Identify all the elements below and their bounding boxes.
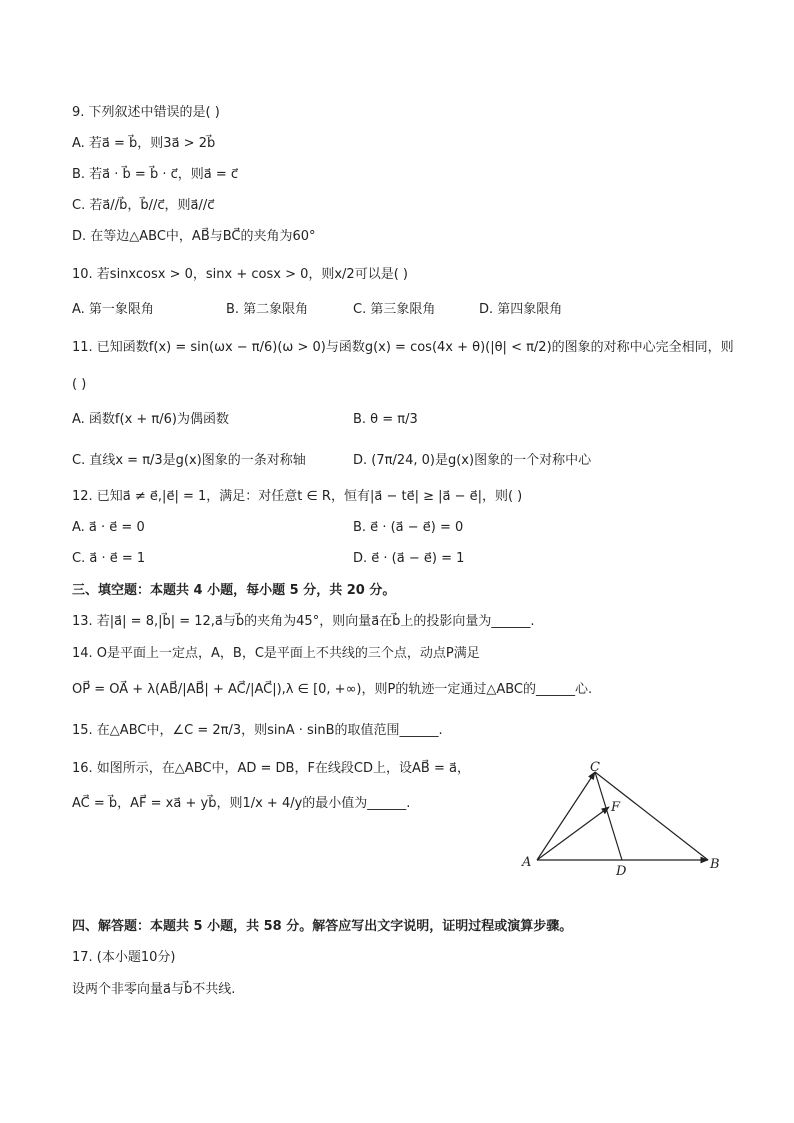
q17-text: 设两个非零向量a⃗与b⃗不共线. bbox=[72, 982, 236, 997]
q10-choice-a: A. 第一象限角 bbox=[72, 302, 154, 317]
label-a: A bbox=[522, 855, 532, 870]
segment-cb bbox=[595, 772, 708, 860]
label-c: C bbox=[590, 760, 600, 775]
label-f: F bbox=[611, 800, 621, 815]
q10-choice-d: D. 第四象限角 bbox=[479, 302, 563, 317]
q17-title: 17. (本小题10分) bbox=[72, 950, 176, 965]
q12-choice-d: D. e⃗ · (a⃗ − e⃗) = 1 bbox=[353, 551, 465, 566]
label-b: B bbox=[710, 857, 720, 872]
label-d: D bbox=[616, 864, 627, 879]
q10-choice-c: C. 第三象限角 bbox=[353, 302, 436, 317]
q11-choice-d: D. (7π/24, 0)是g(x)图象的一个对称中心 bbox=[353, 453, 592, 468]
q9-choice-a: A. 若a⃗ = b⃗，则3a⃗ > 2b⃗ bbox=[72, 136, 216, 151]
q11-choice-c: C. 直线x = π/3是g(x)图象的一条对称轴 bbox=[72, 453, 306, 468]
q10-choice-b: B. 第二象限角 bbox=[226, 302, 309, 317]
q11-choice-a: A. 函数f(x + π/6)为偶函数 bbox=[72, 412, 229, 427]
q16-line2: AC⃗ = b⃗，AF⃗ = xa⃗ + yb⃗，则1/x + 4/y的最小值为______. bbox=[72, 796, 411, 811]
q9-choice-c: C. 若a⃗//b⃗，b⃗//c⃗，则a⃗//c⃗ bbox=[72, 198, 215, 213]
vector-ac bbox=[537, 772, 595, 860]
q10-stem: 10. 若sinxcosx > 0，sinx + cosx > 0，则x/2可以是( ) bbox=[72, 267, 408, 282]
q9-choice-d: D. 在等边△ABC中，AB⃗与BC⃗的夹角为60° bbox=[72, 229, 316, 244]
q15-text: 15. 在△ABC中，∠C = 2π/3，则sinA · sinB的取值范围______. bbox=[72, 723, 443, 738]
q9-stem: 9. 下列叙述中错误的是( ) bbox=[72, 105, 220, 120]
q14-line2: OP⃗ = OA⃗ + λ(AB⃗/|AB⃗| + AC⃗/|AC⃗|),λ ∈ [0, +∞)，则P的轨迹一定通过△ABC的______心. bbox=[72, 682, 593, 697]
section-3-heading: 三、填空题：本题共 4 小题，每小题 5 分，共 20 分。 bbox=[72, 583, 396, 598]
vector-af bbox=[537, 807, 609, 860]
q12-choice-b: B. e⃗ · (a⃗ − e⃗) = 0 bbox=[353, 520, 464, 535]
section-4-heading: 四、解答题：本题共 5 小题，共 58 分。解答应写出文字说明，证明过程或演算步骤。 bbox=[72, 919, 573, 934]
q16-line1: 16. 如图所示，在△ABC中，AD = DB，F在线段CD上，设AB⃗ = a⃗， bbox=[72, 761, 470, 776]
q13-text: 13. 若|a⃗| = 8,|b⃗| = 12,a⃗与b⃗的夹角为45°，则向量a⃗在b⃗上的投影向量为______. bbox=[72, 614, 535, 629]
q11-stem: 11. 已知函数f(x) = sin(ωx − π/6)(ω > 0)与函数g(x) = cos(4x + θ)(|θ| < π/2)的图象的对称中心完全相同，则 bbox=[72, 340, 734, 355]
q12-stem: 12. 已知a⃗ ≠ e⃗,|e⃗| = 1，满足：对任意t ∈ R，恒有|a⃗ − te⃗| ≥ |a⃗ − e⃗|，则( ) bbox=[72, 489, 523, 504]
q12-choice-a: A. a⃗ · e⃗ = 0 bbox=[72, 520, 145, 535]
q11-choice-b: B. θ = π/3 bbox=[353, 412, 418, 427]
q9-choice-b: B. 若a⃗ · b⃗ = b⃗ · c⃗，则a⃗ = c⃗ bbox=[72, 167, 239, 182]
q14-line1: 14. O是平面上一定点，A，B，C是平面上不共线的三个点，动点P满足 bbox=[72, 646, 480, 661]
segment-cd bbox=[595, 772, 622, 860]
q11-stem-paren: ( ) bbox=[72, 377, 87, 392]
q12-choice-c: C. a⃗ · e⃗ = 1 bbox=[72, 551, 146, 566]
triangle-figure bbox=[515, 758, 735, 883]
